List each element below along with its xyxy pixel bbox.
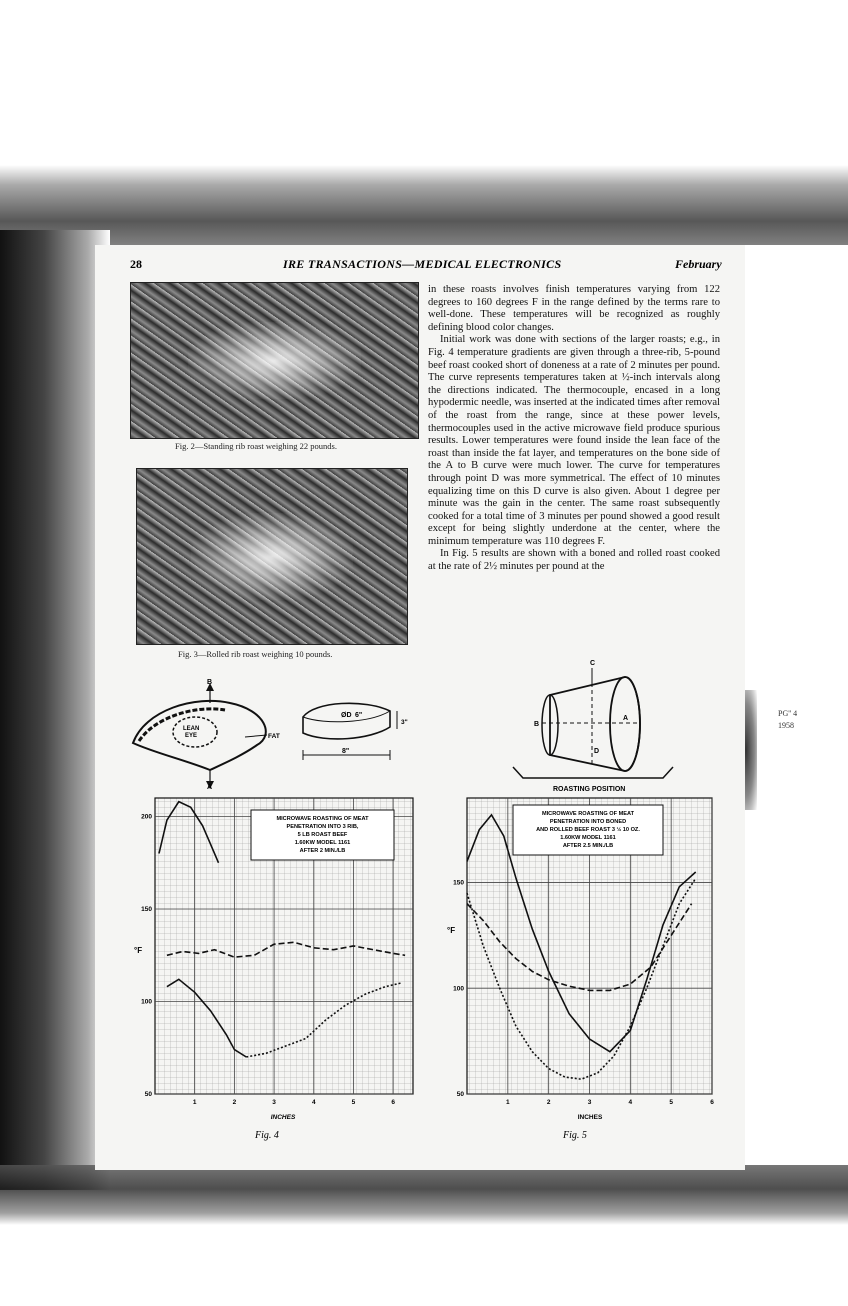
fig4-title-line-4: 1.60KW MODEL 1161 [294, 840, 351, 846]
label-b: B [207, 679, 213, 686]
label-height: 3" [401, 719, 408, 726]
fig4-label: Fig. 4 [255, 1130, 279, 1141]
fig5-title-line-1: MICROWAVE ROASTING OF MEAT [541, 811, 635, 817]
body-text-column [428, 284, 720, 574]
label-d-dim: 6" [355, 712, 363, 719]
fig5-xtick-label: 6 [710, 1099, 714, 1106]
fig5-ytick-label: 50 [456, 1091, 464, 1098]
fig2-photo-highlight [188, 322, 360, 400]
fig5-xtick-label: 1 [506, 1099, 510, 1106]
fig4-xtick-label: 4 [311, 1099, 316, 1106]
fig3-photo-highlight [191, 513, 353, 601]
fig5-title-line-3: AND ROLLED BEEF ROAST 3 ½ 10 OZ. [536, 827, 640, 833]
label-d: D [594, 748, 600, 755]
fig5-xtick-label: 4 [628, 1099, 633, 1106]
fig5-label: Fig. 5 [563, 1130, 587, 1141]
fig5-ytick-label: 150 [453, 879, 464, 887]
label-a: A [623, 715, 629, 722]
label-width: 8" [342, 748, 350, 755]
page-number: 28 [130, 257, 142, 271]
page-header [130, 257, 720, 275]
margin-stamp-line-2: 1958 [778, 721, 794, 730]
fig5-chart [445, 795, 720, 1125]
roll-body [550, 677, 640, 771]
roasting-position-label: ROASTING POSITION [553, 786, 626, 793]
issue-month: February [675, 257, 722, 271]
fig4-ylabel: °F [134, 946, 143, 955]
fig5-xtick-label: 2 [546, 1099, 551, 1106]
label-fat: FAT [268, 733, 280, 740]
fig4-title-line-1: MICROWAVE ROASTING OF MEAT [276, 816, 369, 822]
fat-pointer [245, 735, 267, 737]
label-d: ØD [341, 712, 352, 719]
fig4-title-line-2: PENETRATION INTO 3 RIB, [286, 824, 359, 830]
label-a: A [207, 784, 213, 790]
fig4-ytick-label: 100 [141, 998, 152, 1006]
label-eye: EYE [185, 733, 198, 739]
lean-eye-outline [173, 717, 217, 747]
fig4-xlabel: INCHES [270, 1114, 296, 1121]
slab-dimension-diagram [295, 695, 415, 770]
fat-layer [139, 709, 225, 741]
fig4-xtick-label: 3 [272, 1099, 276, 1106]
fig2-photo [130, 282, 419, 439]
roasting-tray [513, 767, 673, 778]
fig5-title-line-2: PENETRATION INTO BONED [549, 819, 627, 825]
fig5-title-line-4: 1.60KW MODEL 1161 [560, 835, 616, 841]
margin-stamp-line-1: PG'' 4 [778, 709, 798, 718]
scan-shadow-top [0, 165, 848, 245]
label-lean: LEAN [183, 726, 200, 732]
label-c: C [590, 660, 596, 667]
fig4-title-line-5: AFTER 2 MIN./LB [299, 848, 346, 854]
body-paragraph: In Fig. 5 results are shown with a boned and rolled roast cooked at the rate of 2½ minutes per pound at the [428, 548, 720, 573]
fig4-xtick-label: 6 [391, 1099, 395, 1106]
scan-shadow-bottom [0, 1165, 848, 1225]
fig5-xlabel: INCHES [577, 1114, 603, 1121]
body-paragraph: Initial work was done with sections of the larger roasts; e.g., in Fig. 4 temperature gradients are given through a three-rib, 5-pound beef roast cooked short of doneness at a rate of 2 minutes per pound. The curve represents temperatures taken at ½-inch intervals along the directions indicated. The thermocouple, encased in a long hypodermic needle, was inserted at the indicated times after removal of the roast from the range, since at these power levels, thermocouples used in the active microwave field produce spurious results. Lower temperatures were found inside the lean face of the roast than inside the fat layer, and temperatures on the bone side of the A to B curve were much lower. The curve for temperatures through point D was more symmetrical. The effect of 10 minutes equalizing time on this D curve is also given. About 1 degree per minute was the gain in the center. The same roast subsequently cooked for a total time of 3 minutes per pound showed a good result except for being slightly underdone at the center, where the minimum temperature was 110 degrees F. [428, 334, 720, 547]
rib-outline [133, 701, 266, 770]
fig3-caption: Fig. 3—Rolled rib roast weighing 10 pounds. [178, 649, 333, 659]
fig4-ytick-label: 200 [141, 813, 152, 821]
fig4-title-line-3: 5 LB ROAST BEEF [297, 832, 348, 838]
journal-title: IRE TRANSACTIONS—MEDICAL ELECTRONICS [283, 257, 562, 271]
fig4-ytick-label: 50 [144, 1091, 152, 1098]
fig4-xtick-label: 2 [232, 1099, 237, 1106]
fig4-xtick-label: 1 [192, 1099, 197, 1106]
fig4-ytick-label: 150 [141, 906, 152, 913]
fig2-caption: Fig. 2—Standing rib roast weighing 22 pounds. [175, 441, 337, 451]
label-b: B [534, 721, 540, 728]
roll-front-end [610, 677, 640, 771]
margin-stamp [778, 708, 797, 732]
fig5-title-line-5: AFTER 2.5 MIN./LB [562, 843, 614, 849]
fig4-chart [128, 795, 418, 1125]
fig5-ytick-label: 100 [453, 985, 464, 993]
fig5-xtick-label: 5 [669, 1099, 673, 1106]
rib-cross-section-diagram [125, 675, 290, 790]
fig4-xtick-label: 5 [351, 1099, 356, 1106]
scan-shadow-left [0, 230, 110, 1190]
rolled-roast-diagram [505, 655, 690, 795]
fig5-ylabel: °F [447, 926, 456, 935]
fig3-photo [136, 468, 408, 645]
fig5-xtick-label: 3 [587, 1099, 592, 1106]
body-paragraph: in these roasts involves finish temperatures varying from 122 degrees to 160 degrees F in the range defined by the terms rare to well-done. These temperatures will be recognized as roughly defining blood color changes. [428, 284, 720, 333]
